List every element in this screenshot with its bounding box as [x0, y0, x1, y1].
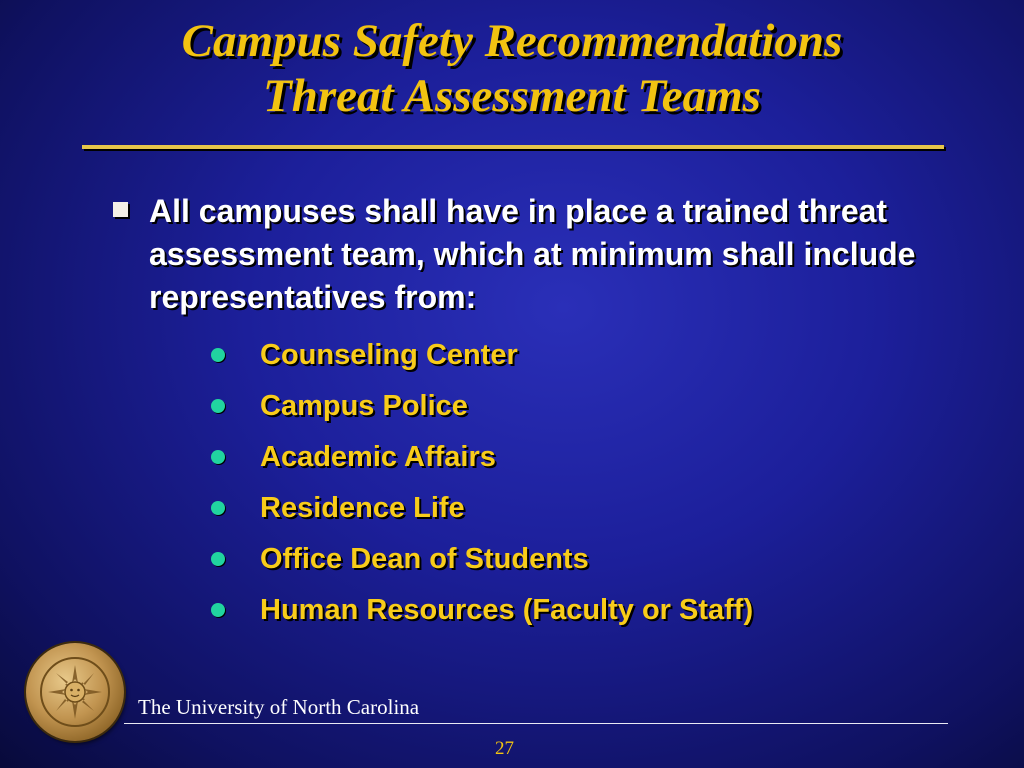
list-item	[208, 588, 753, 639]
main-bullet	[108, 190, 968, 319]
round-bullet-icon	[211, 450, 225, 464]
round-bullet-icon	[211, 603, 225, 617]
title-divider	[82, 145, 944, 149]
title-line-2: Threat Assessment Teams	[263, 70, 761, 122]
university-name: The University of North Carolina	[138, 695, 420, 719]
list-item-text: Residence Life	[260, 492, 465, 524]
list-item	[208, 435, 753, 486]
page-number: 27	[495, 738, 514, 759]
university-seal-icon	[26, 643, 124, 741]
round-bullet-icon	[211, 501, 225, 515]
list-item	[208, 537, 753, 588]
round-bullet-icon	[211, 399, 225, 413]
slide-title	[0, 14, 1024, 124]
square-bullet-icon	[113, 202, 128, 217]
list-item	[208, 333, 753, 384]
title-line-1: Campus Safety Recommendations	[181, 15, 843, 67]
list-item	[208, 384, 753, 435]
list-item-text: Counseling Center	[260, 339, 518, 371]
list-item	[208, 486, 753, 537]
list-item-text: Academic Affairs	[260, 441, 496, 473]
round-bullet-icon	[211, 552, 225, 566]
sub-bullet-list	[208, 333, 753, 639]
list-item-text: Office Dean of Students	[260, 543, 589, 575]
list-item-text: Human Resources (Faculty or Staff)	[260, 594, 754, 626]
main-bullet-text: All campuses shall have in place a trained threat assessment team, which at minimum shall include representatives from:	[149, 193, 916, 315]
list-item-text: Campus Police	[260, 390, 468, 422]
round-bullet-icon	[211, 348, 225, 362]
footer-divider	[124, 723, 948, 724]
